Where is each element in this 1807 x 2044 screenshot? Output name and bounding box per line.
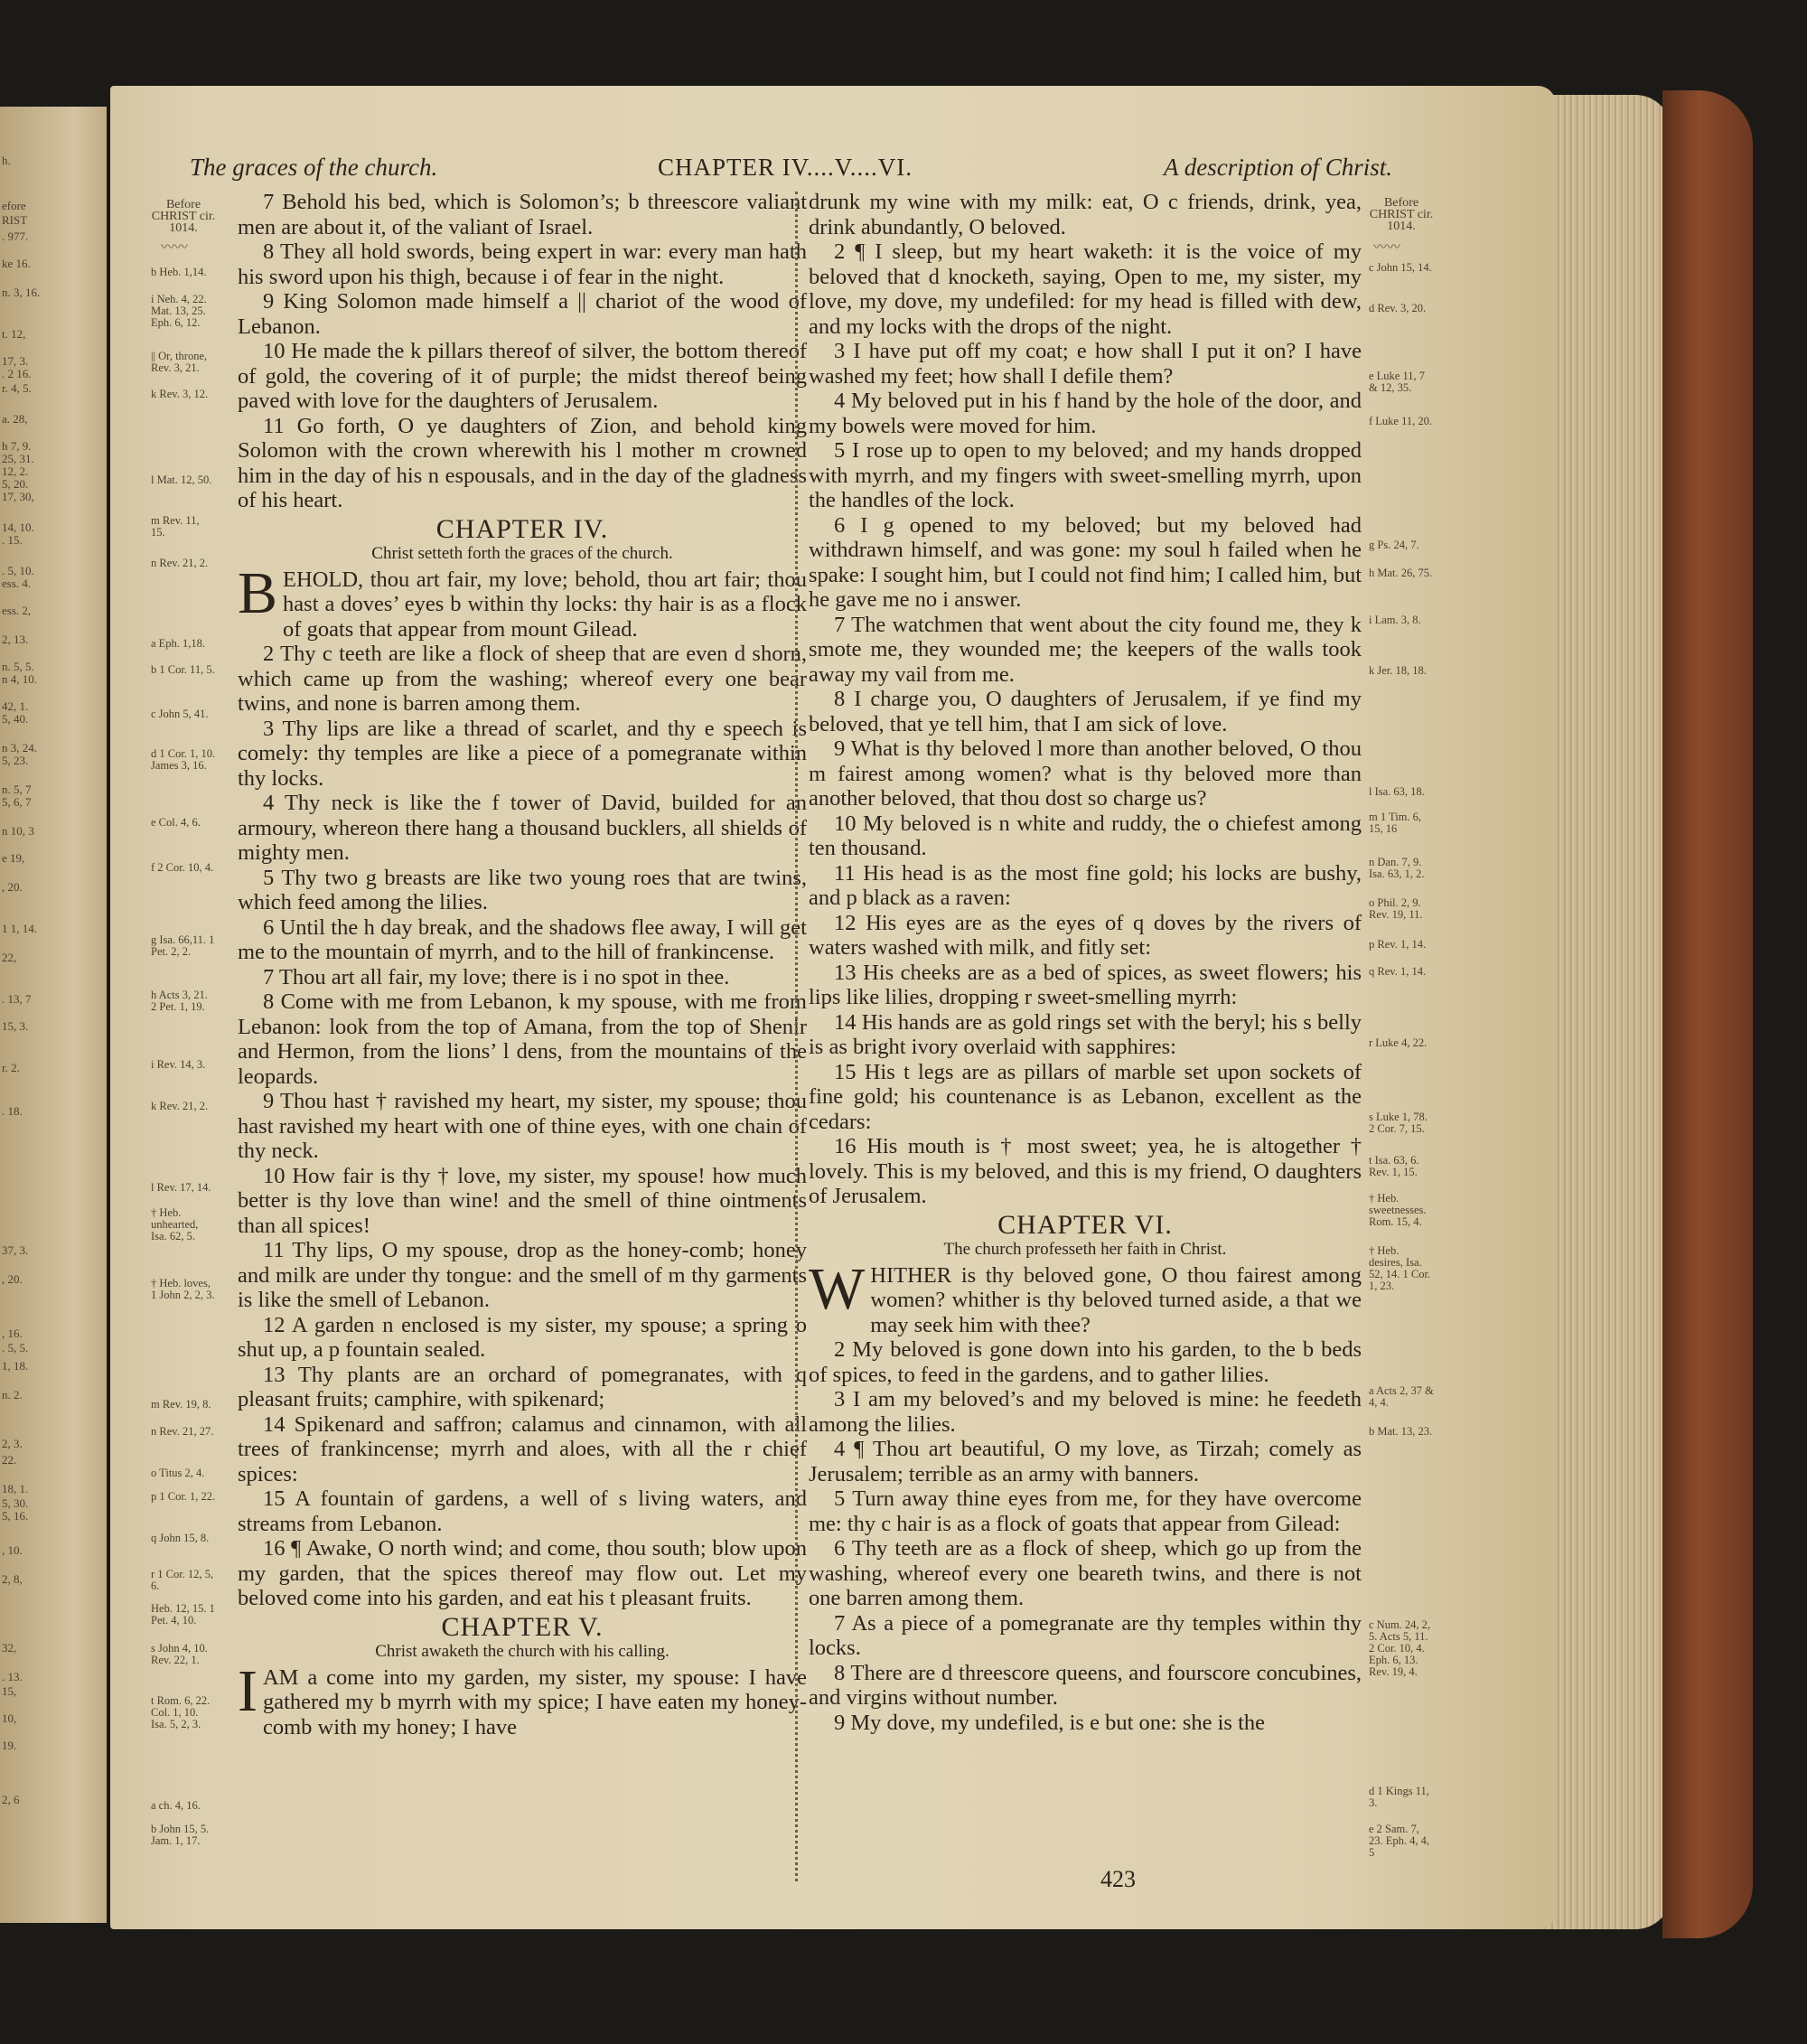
verse: 3 Thy lips are like a thread of scarlet, and thy e speech is comely: thy temples are like a piece of a pomegranate within thy locks. — [238, 716, 807, 791]
verse: 12 A garden n enclosed is my sister, my spouse; a spring o shut up, a p fountain sealed. — [238, 1312, 807, 1362]
margin-reference: o Phil. 2, 9. Rev. 19, 11. — [1369, 896, 1423, 921]
drop-cap: W — [809, 1255, 866, 1322]
verse: 7 The watchmen that went about the city found me, they k smote me, they wounded me; the keepers of the walls took away my vail from me. — [809, 612, 1362, 687]
previous-page-fragment: h. — [2, 154, 11, 167]
margin-reference: k Rev. 21, 2. — [151, 1100, 209, 1112]
previous-page-fragment: . 13. — [2, 1670, 23, 1683]
margin-reference: d 1 Kings 11, 3. — [1369, 1785, 1429, 1809]
verse: 5 Thy two g breasts are like two young roes that are twins, which feed among the lilies. — [238, 865, 807, 914]
left-margin-era-label: Before CHRIST cir. 1014. — [151, 198, 216, 235]
previous-page-fragment: 5, 16. — [2, 1509, 29, 1523]
margin-reference: k Rev. 3, 12. — [151, 388, 209, 400]
verse: 2 Thy c teeth are like a flock of sheep that are even d shorn, which came up from the washing; whereof every one bear twins, and none is barren among them. — [238, 642, 807, 716]
verse: 11 Go forth, O ye daughters of Zion, and behold king Solomon with the crown wherewith his l mother m crowned him in the day of his n espousals, and in the day of the gladness of his heart. — [238, 413, 807, 512]
verse: 10 How fair is thy † love, my sister, my spouse! how much better is thy love than wine! and the smell of thine ointments than all spices! — [238, 1163, 807, 1238]
verse: 3 I am my beloved’s and my beloved is mine: he feedeth among the lilies. — [809, 1387, 1362, 1437]
chapter-heading: CHAPTER VI. — [997, 1209, 1173, 1240]
chapter-heading: CHAPTER IV. — [435, 513, 609, 544]
previous-page-fragment: ess. 4. — [2, 577, 32, 590]
margin-reference: m 1 Tim. 6, 15, 16 — [1369, 811, 1422, 835]
previous-page-fragment: 2, 8, — [2, 1572, 23, 1586]
verse: 8 There are d threescore queens, and fourscore concubines, and virgins without number. — [809, 1660, 1362, 1710]
text-column-left — [238, 190, 807, 1739]
previous-page-fragment: 37, 3. — [2, 1243, 29, 1257]
chapter-opening-verse: WHITHER is thy beloved gone, O thou fairest among women? whither is thy beloved turned aside, a that we may seek him with thee? — [809, 1255, 1362, 1337]
previous-page-fragment: 5, 6, 7 — [2, 795, 32, 809]
chapter-opening-verse: BEHOLD, thou art fair, my love; behold, thou art fair; thou hast a doves’ eyes b within thy locks: thy hair is as a flock of goats that appear from mount Gilead. — [238, 559, 807, 642]
previous-page-fragment: . 977. — [2, 230, 29, 243]
margin-reference: Heb. 12, 15. 1 Pet. 4, 10. — [151, 1602, 215, 1627]
previous-page-fragment: , 20. — [2, 880, 23, 894]
verse: 2 My beloved is gone down into his garden, to the b beds of spices, to feed in the gardens, and to gather lilies. — [809, 1337, 1362, 1387]
margin-reference: a ch. 4, 16. — [151, 1799, 201, 1812]
previous-page-fragment: e 19, — [2, 851, 25, 865]
verse: 7 Thou art all fair, my love; there is i no spot in thee. — [263, 964, 730, 989]
margin-reference: n Dan. 7, 9. Isa. 63, 1, 2. — [1369, 856, 1425, 880]
verse: 6 Thy teeth are as a flock of sheep, which go up from the washing, whereof every one beareth twins, and there is not one barren among them. — [809, 1536, 1362, 1610]
verse: 15 His t legs are as pillars of marble set upon sockets of fine gold; his countenance is as Lebanon, excellent as the cedars: — [809, 1059, 1362, 1134]
chapter-opening-verse: IAM a come into my garden, my sister, my spouse: I have gathered my b myrrh with my spice; I have eaten my honey-comb with my honey; I have — [238, 1657, 807, 1739]
margin-reference: i Neh. 4, 22. Mat. 13, 25. Eph. 6, 12. — [151, 293, 207, 329]
previous-page-fragment: 5, 23. — [2, 754, 29, 767]
previous-page-fragment: 18, 1. — [2, 1482, 29, 1495]
margin-reference: d 1 Cor. 1, 10. James 3, 16. — [151, 747, 216, 772]
previous-page-fragment: n. 5, 7 — [2, 783, 32, 796]
margin-reference: p 1 Cor. 1, 22. — [151, 1490, 216, 1503]
previous-page-fragment: 1 1, 14. — [2, 922, 37, 935]
verse: 13 Thy plants are an orchard of pomegranates, with q pleasant fruits; camphire, with spikenard; — [238, 1362, 807, 1411]
margin-reference: o Titus 2, 4. — [151, 1467, 205, 1479]
previous-page-fragment: 25, 31. — [2, 452, 34, 465]
previous-page-fragment: n. 3, 16. — [2, 286, 41, 299]
verse: 7 Behold his bed, which is Solomon’s; b threescore valiant men are about it, of the valiant of Israel. — [238, 190, 807, 239]
previous-page-fragment: . 5, 5. — [2, 1341, 29, 1355]
margin-reference: a Acts 2, 37 & 4, 4. — [1369, 1384, 1434, 1409]
verse: 15 A fountain of gardens, a well of s living waters, and streams from Lebanon. — [238, 1486, 807, 1536]
verse: 8 They all hold swords, being expert in war: every man hath his sword upon his thigh, because i of fear in the night. — [238, 239, 807, 289]
verse: 16 His mouth is † most sweet; yea, he is altogether † lovely. This is my beloved, and this is my friend, O daughters of Jerusalem. — [809, 1134, 1362, 1208]
verse: 9 King Solomon made himself a || chariot of the wood of Lebanon. — [238, 289, 807, 339]
verse: 8 I charge you, O daughters of Jerusalem, if ye find my beloved, that ye tell him, that I am sick of love. — [809, 687, 1362, 736]
margin-reference: e Col. 4, 6. — [151, 816, 201, 829]
margin-reference: s John 4, 10. Rev. 22, 1. — [151, 1642, 208, 1666]
previous-page-fragment: a. 28, — [2, 412, 28, 426]
previous-page-fragment: 5, 20. — [2, 477, 29, 491]
verse: 6 Until the h day break, and the shadows flee away, I will get me to the mountain of myrrh, and to the hill of frankincense. — [238, 914, 807, 964]
previous-page-fragment: 5, 30. — [2, 1496, 29, 1510]
previous-page-fragment: . 2 16. — [2, 367, 32, 380]
previous-page-fragment: 10, — [2, 1711, 17, 1725]
chapter-summary: Christ awaketh the church with his calling. — [375, 1641, 669, 1661]
verse: 12 His eyes are as the eyes of q doves by the rivers of waters washed with milk, and fitly set: — [809, 910, 1362, 960]
previous-page-fragment: . 15. — [2, 533, 23, 547]
previous-page-edge — [0, 107, 107, 1923]
previous-page-fragment: 17, 30, — [2, 490, 34, 503]
page-edges — [1536, 95, 1671, 1929]
previous-page-fragment: r. 2. — [2, 1061, 20, 1074]
chapter-summary: The church professeth her faith in Christ. — [943, 1239, 1227, 1259]
verse: 6 I g opened to my beloved; but my beloved had withdrawn himself, and was gone: my soul h failed when he spake: I sought him, but I could not find him; I called him, but he gave me no i answer. — [809, 512, 1362, 612]
verse: 8 Come with me from Lebanon, k my spouse, with me from Lebanon: look from the top of Amana, from the top of Shenir and Hermon, from the lions’ l dens, from the mountains of the leopards. — [238, 989, 807, 1089]
verse: 5 Turn away thine eyes from me, for they have overcome me: thy c hair is as a flock of goats that appear from Gilead: — [809, 1486, 1362, 1536]
previous-page-fragment: . 5, 10. — [2, 564, 34, 577]
margin-reference: || Or, throne, Rev. 3, 21. — [151, 350, 208, 374]
leather-cover — [1662, 90, 1753, 1938]
previous-page-fragment: . 18. — [2, 1104, 23, 1118]
verse: 11 His head is as the most fine gold; his locks are bushy, and p black as a raven: — [809, 860, 1362, 910]
verse: 14 His hands are as gold rings set with the beryl; his s belly is as bright ivory overlaid with sapphires: — [809, 1009, 1362, 1059]
verse: 11 Thy lips, O my spouse, drop as the honey-comb; honey and milk are under thy tongue: and the smell of m thy garments is like the smell of Lebanon. — [238, 1238, 807, 1312]
margin-reference: c Num. 24, 2, 5. Acts 5, 11. 2 Cor. 10, 4. Eph. 6, 13. Rev. 19, 4. — [1369, 1618, 1431, 1678]
previous-page-fragment: RIST — [2, 213, 28, 227]
margin-reference: h Acts 3, 21. 2 Pet. 1, 19. — [151, 989, 208, 1013]
margin-reference: s Luke 1, 78. 2 Cor. 7, 15. — [1369, 1111, 1428, 1135]
verse: 14 Spikenard and saffron; calamus and cinnamon, with all trees of frankincense; myrrh and aloes, with all the r chief spices: — [238, 1411, 807, 1486]
margin-reference: n Rev. 21, 2. — [151, 557, 209, 569]
verse: drunk my wine with my milk: eat, O c friends, drink, yea, drink abundantly, O beloved. — [809, 190, 1362, 239]
previous-page-fragment: , 10. — [2, 1543, 23, 1557]
previous-page-fragment: 15, — [2, 1684, 17, 1698]
previous-page-fragment: n 10, 3 — [2, 824, 34, 838]
margin-reference: l Mat. 12, 50. — [151, 473, 212, 486]
margin-reference: e 2 Sam. 7, 23. Eph. 4, 4, 5 — [1369, 1823, 1430, 1859]
previous-page-fragment: ke 16. — [2, 257, 31, 270]
margin-reference: r 1 Cor. 12, 5, 6. — [151, 1568, 214, 1592]
margin-reference: f 2 Cor. 10, 4. — [151, 861, 214, 874]
margin-reference: q Rev. 1, 14. — [1369, 965, 1427, 978]
left-ornament: 〰〰 — [161, 240, 189, 255]
margin-reference: † Heb. sweetnesses. Rom. 15, 4. — [1369, 1192, 1427, 1228]
previous-page-fragment: t. 12, — [2, 327, 26, 341]
previous-page-fragment: 14, 10. — [2, 520, 34, 534]
margin-reference: q John 15, 8. — [151, 1532, 210, 1544]
previous-page-fragment: , 20. — [2, 1272, 23, 1286]
chapter-heading: CHAPTER V. — [441, 1611, 604, 1642]
margin-reference: m Rev. 11, 15. — [151, 514, 200, 539]
margin-reference: † Heb. unhearted, Isa. 62, 5. — [151, 1206, 199, 1242]
margin-reference: e Luke 11, 7 & 12, 35. — [1369, 370, 1426, 394]
verse: 7 As a piece of a pomegranate are thy temples within thy locks. — [809, 1610, 1362, 1660]
verse: 4 My beloved put in his f hand by the hole of the door, and my bowels were moved for him. — [809, 389, 1362, 438]
margin-reference: a Eph. 1,18. — [151, 637, 206, 650]
verse: 10 He made the k pillars thereof of silver, the bottom thereof of gold, the covering of it of purple; the midst thereof being paved with love for the daughters of Jerusalem. — [238, 339, 807, 413]
margin-reference: k Jer. 18, 18. — [1369, 664, 1427, 677]
column-divider — [795, 192, 803, 1881]
previous-page-fragment: 19. — [2, 1739, 17, 1752]
verse: 9 My dove, my undefiled, is e but one: she is the — [834, 1710, 1265, 1735]
margin-reference: b 1 Cor. 11, 5. — [151, 663, 215, 676]
previous-page-fragment: 42, 1. — [2, 699, 29, 713]
verse: 2 ¶ I sleep, but my heart waketh: it is the voice of my beloved that d knocketh, saying, Open to me, my sister, my love, my dove, my undefiled: for my head is filled with dew, and my locks with the drops of the night. — [809, 239, 1362, 339]
previous-page-fragment: 22. — [2, 1453, 17, 1467]
margin-reference: n Rev. 21, 27. — [151, 1425, 214, 1438]
drop-cap: B — [238, 559, 278, 626]
previous-page-fragment: 32, — [2, 1641, 17, 1655]
verse: 9 Thou hast † ravished my heart, my sister, my spouse; thou hast ravished my heart with one of thine eyes, with one chain of thy neck. — [238, 1089, 807, 1163]
previous-page-fragment: 22, — [2, 951, 17, 964]
margin-reference: t Rom. 6, 22. Col. 1, 10. Isa. 5, 2, 3. — [151, 1694, 211, 1730]
margin-reference: b John 15, 5. Jam. 1, 17. — [151, 1823, 210, 1847]
margin-reference: † Heb. desires, Isa. 52, 14. 1 Cor. 1, 23. — [1369, 1244, 1431, 1292]
previous-page-fragment: ess. 2, — [2, 604, 32, 617]
verse: 10 My beloved is n white and ruddy, the o chiefest among ten thousand. — [809, 811, 1362, 860]
previous-page-fragment: 5, 40. — [2, 712, 29, 726]
verse: 9 What is thy beloved l more than another beloved, O thou m fairest among women? what is thy beloved more than another beloved, that thou dost so charge us? — [809, 736, 1362, 811]
margin-reference: l Isa. 63, 18. — [1369, 785, 1425, 798]
previous-page-fragment: 2, 3. — [2, 1437, 23, 1450]
previous-page-fragment: n 4, 10. — [2, 672, 37, 686]
right-ornament: 〰〰 — [1373, 240, 1401, 255]
verse: 3 I have put off my coat; e how shall I put it on? I have washed my feet; how shall I defile them? — [809, 339, 1362, 389]
running-head-chapters: CHAPTER IV....V....VI. — [658, 154, 913, 181]
previous-page-fragment: h 7, 9. — [2, 439, 32, 453]
verse: 5 I rose up to open to my beloved; and my hands dropped with myrrh, and my fingers with sweet-smelling myrrh, upon the handles of the lock. — [809, 438, 1362, 512]
margin-reference: b Mat. 13, 23. — [1369, 1425, 1433, 1438]
margin-reference: d Rev. 3, 20. — [1369, 302, 1427, 314]
verse: 4 ¶ Thou art beautiful, O my love, as Tirzah; comely as Jerusalem; terrible as an army with banners. — [809, 1437, 1362, 1486]
chapter-summary: Christ setteth forth the graces of the church. — [371, 543, 673, 563]
margin-reference: c John 5, 41. — [151, 708, 209, 720]
margin-reference: h Mat. 26, 75. — [1369, 567, 1433, 579]
previous-page-fragment: 15, 3. — [2, 1019, 29, 1033]
margin-reference: p Rev. 1, 14. — [1369, 938, 1427, 951]
verse: 16 ¶ Awake, O north wind; and come, thou south; blow upon my garden, that the spices thereof may flow out. Let my beloved come into his garden, and eat his t pleasant fruits. — [238, 1536, 807, 1610]
verse: 13 His cheeks are as a bed of spices, as sweet flowers; his lips like lilies, dropping r sweet-smelling myrrh: — [809, 960, 1362, 1009]
margin-reference: m Rev. 19, 8. — [151, 1398, 211, 1411]
page-number: 423 — [1100, 1866, 1136, 1892]
previous-page-fragment: n. 2. — [2, 1388, 23, 1402]
margin-reference: g Isa. 66,11. 1 Pet. 2, 2. — [151, 933, 215, 958]
previous-page-fragment: . 13, 7 — [2, 992, 32, 1006]
verse: 4 Thy neck is like the f tower of David, builded for an armoury, whereon there hang a thousand bucklers, all shields of mighty men. — [238, 791, 807, 865]
running-head-left: The graces of the church. — [190, 154, 438, 181]
previous-page-fragment: 2, 6 — [2, 1793, 20, 1806]
margin-reference: i Rev. 14, 3. — [151, 1058, 206, 1071]
drop-cap: I — [238, 1657, 257, 1724]
margin-reference: g Ps. 24, 7. — [1369, 539, 1419, 551]
margin-reference: t Isa. 63, 6. Rev. 1, 15. — [1369, 1154, 1419, 1178]
margin-reference: l Rev. 17, 14. — [151, 1181, 211, 1194]
previous-page-fragment: , 16. — [2, 1327, 23, 1340]
margin-reference: f Luke 11, 20. — [1369, 415, 1433, 427]
margin-reference: b Heb. 1,14. — [151, 266, 207, 278]
right-margin-era-label: Before CHRIST cir. 1014. — [1369, 196, 1434, 233]
margin-reference: i Lam. 3, 8. — [1369, 614, 1421, 626]
previous-page-fragment: r. 4, 5. — [2, 381, 32, 395]
margin-reference: † Heb. loves, 1 John 2, 2, 3. — [151, 1277, 215, 1301]
previous-page-fragment: 2, 13. — [2, 633, 29, 646]
margin-reference: r Luke 4, 22. — [1369, 1036, 1428, 1049]
margin-reference: c John 15, 14. — [1369, 261, 1432, 274]
previous-page-fragment: n. 5, 5. — [2, 660, 34, 673]
running-head-right: A description of Christ. — [1164, 154, 1393, 181]
previous-page-fragment: 12, 2. — [2, 464, 29, 478]
previous-page-fragment: 1, 18. — [2, 1359, 29, 1373]
previous-page-fragment: n 3, 24. — [2, 741, 37, 755]
previous-page-fragment: 17, 3. — [2, 354, 29, 368]
previous-page-fragment: efore — [2, 199, 26, 212]
text-column-right — [809, 190, 1362, 1735]
